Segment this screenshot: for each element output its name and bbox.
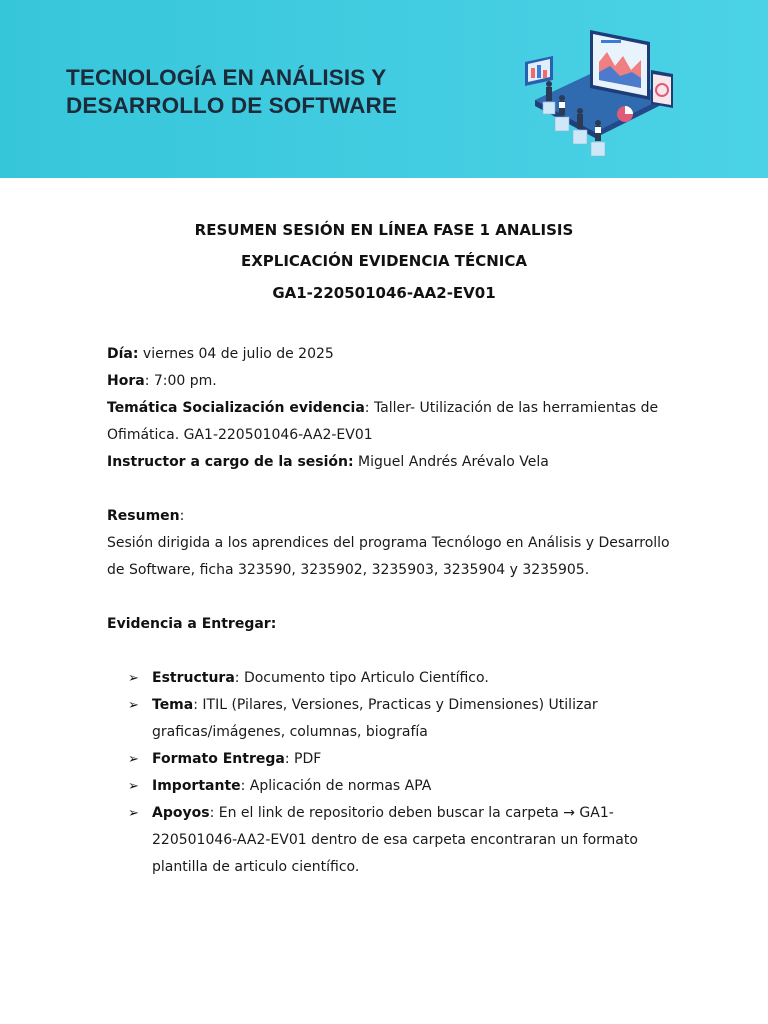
instructor-label: Instructor a cargo de la sesión: [107, 454, 354, 470]
dia-value: viernes 04 de julio de 2025 [138, 346, 334, 362]
info-tematica-cont: Ofimática. GA1-220501046-AA2-EV01 [107, 427, 373, 443]
list-item-apoyos-cont1: 220501046-AA2-EV01 dentro de esa carpeta encontraran un formato [152, 832, 638, 848]
bullet-text: : En el link de repositorio deben buscar la carpeta → GA1- [209, 805, 614, 821]
instructor-value: Miguel Andrés Arévalo Vela [353, 454, 549, 470]
arrow-bullet-icon: ➢ [128, 671, 139, 686]
bullet-text: : Aplicación de normas APA [240, 778, 432, 794]
bullet-label: Formato Entrega [152, 751, 285, 767]
info-hora [107, 368, 217, 395]
bullet-text: : Documento tipo Articulo Científico. [234, 670, 489, 686]
document-title-line2: EXPLICACIÓN EVIDENCIA TÉCNICA [240, 252, 528, 270]
info-instructor [107, 449, 549, 476]
tematica-label: Temática Socialización evidencia [107, 400, 365, 416]
resumen-heading [107, 503, 184, 530]
bullet-label: Estructura [152, 670, 235, 686]
document-title-line1: RESUMEN SESIÓN EN LÍNEA FASE 1 ANALISIS [194, 221, 574, 239]
hora-value: : 7:00 pm. [144, 373, 217, 389]
bullet-label: Apoyos [152, 805, 210, 821]
resumen-text-line1: Sesión dirigida a los aprendices del programa Tecnólogo en Análisis y Desarrollo [107, 535, 670, 551]
bullet-label: Tema [152, 697, 194, 713]
list-item-estructura [152, 665, 489, 692]
bullet-text: : PDF [284, 751, 322, 767]
list-item-apoyos-cont2: plantilla de articulo científico. [152, 859, 360, 875]
arrow-bullet-icon: ➢ [128, 806, 139, 821]
header-banner [0, 0, 768, 178]
resumen-colon: : [179, 508, 185, 524]
banner-title-line2: DESARROLLO DE SOFTWARE [66, 93, 397, 118]
resumen-label: Resumen [107, 508, 180, 524]
data-analytics-illustration [515, 22, 680, 164]
info-dia [107, 341, 334, 368]
info-tematica [107, 395, 658, 422]
arrow-bullet-icon: ➢ [128, 698, 139, 713]
resumen-text-line2: de Software, ficha 323590, 3235902, 3235903, 3235904 y 3235905. [107, 562, 590, 578]
list-item-apoyos [152, 800, 614, 827]
evidencia-heading [107, 611, 276, 638]
banner-title-line1: TECNOLOGÍA EN ANÁLISIS Y [66, 65, 387, 90]
evidencia-label: Evidencia a Entregar [107, 616, 271, 632]
list-item-tema [152, 692, 598, 719]
bullet-text: : ITIL (Pilares, Versiones, Practicas y Dimensiones) Utilizar [193, 697, 598, 713]
banner-title [66, 64, 397, 120]
dia-label: Día: [107, 346, 139, 362]
list-item-importante [152, 773, 431, 800]
hora-label: Hora [107, 373, 145, 389]
list-item-formato [152, 746, 321, 773]
evidencia-colon: : [270, 616, 277, 632]
arrow-bullet-icon: ➢ [128, 752, 139, 767]
bullet-label: Importante [152, 778, 241, 794]
tematica-value: : Taller- Utilización de las herramientas de [364, 400, 659, 416]
document-code: GA1-220501046-AA2-EV01 [272, 284, 496, 302]
list-item-tema-cont: graficas/imágenes, columnas, biografía [152, 724, 428, 740]
arrow-bullet-icon: ➢ [128, 779, 139, 794]
